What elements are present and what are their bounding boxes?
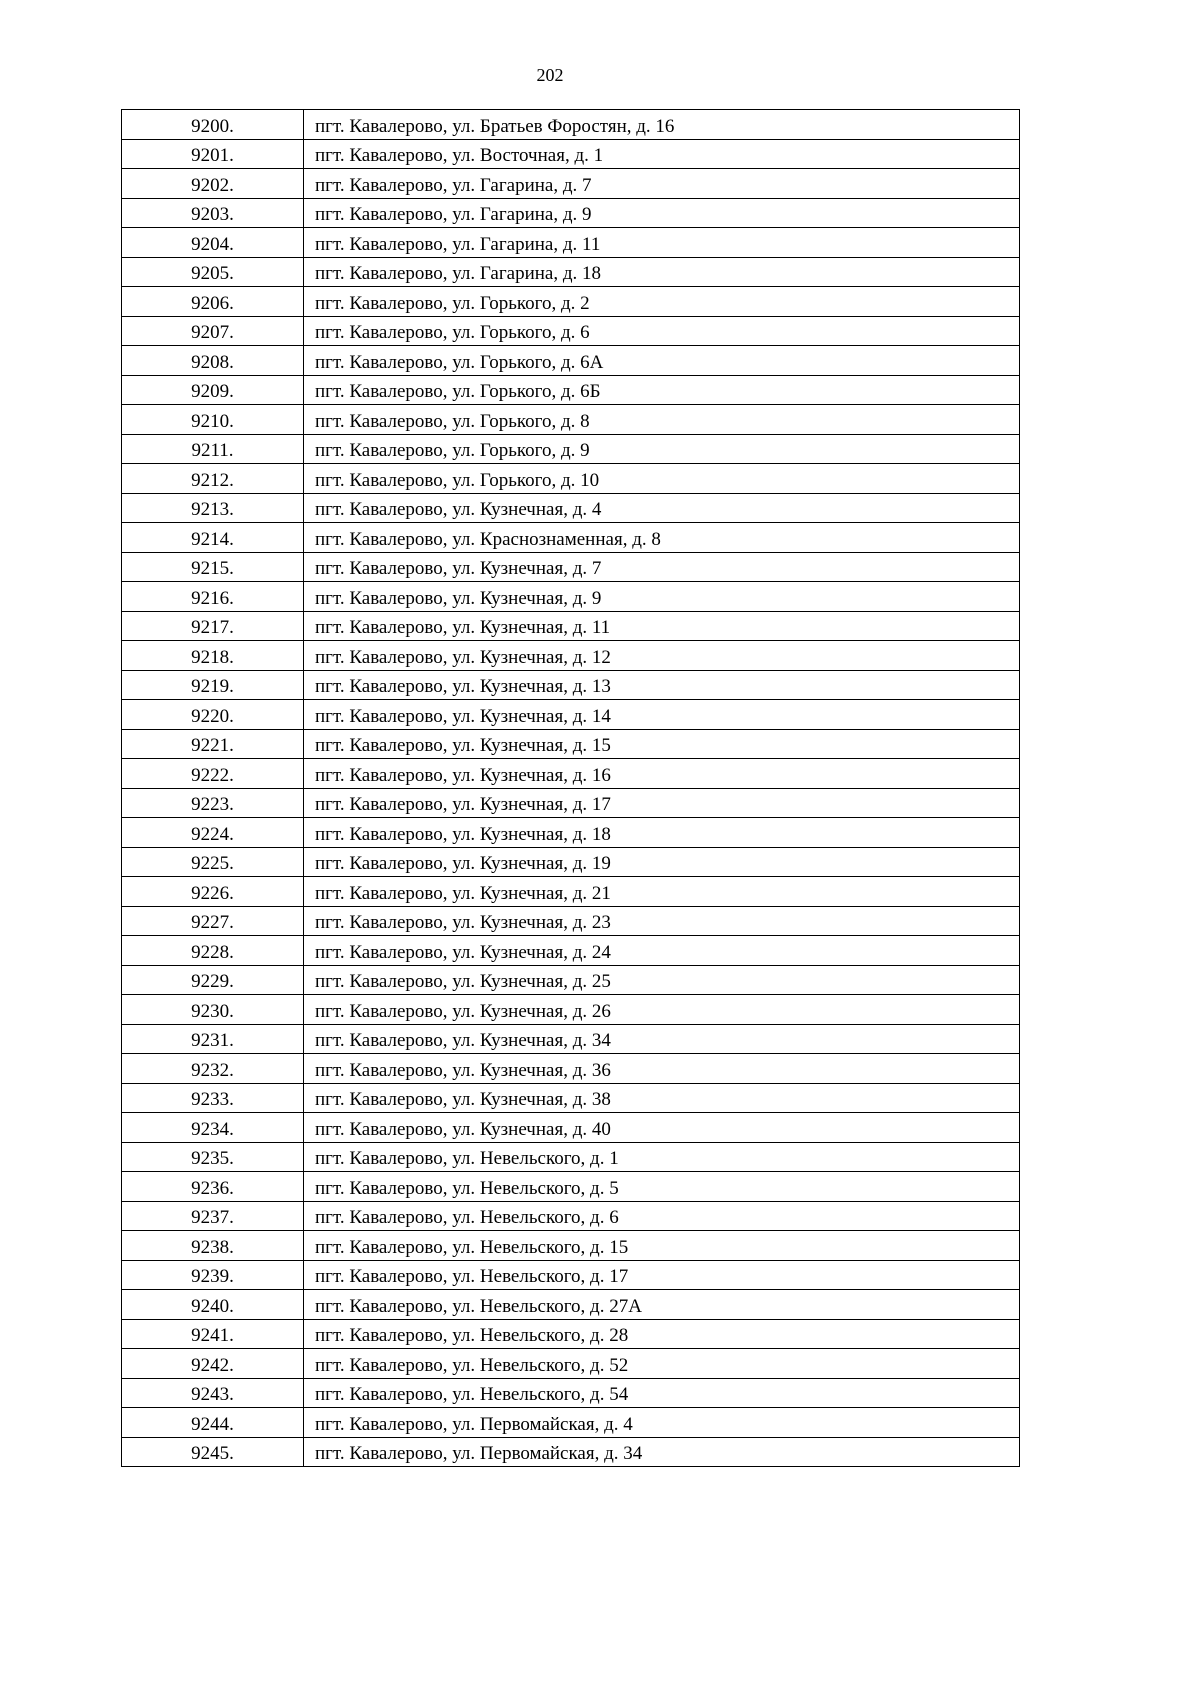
table-row: [122, 1231, 1020, 1261]
table-row: [122, 700, 1020, 730]
address-cell: пгт. Кавалерово, ул. Гагарина, д. 11: [304, 228, 1020, 258]
address-cell: пгт. Кавалерово, ул. Кузнечная, д. 19: [304, 847, 1020, 877]
row-number-cell: 9218.: [122, 641, 304, 671]
address-cell: пгт. Кавалерово, ул. Горького, д. 2: [304, 287, 1020, 317]
table-row: [122, 641, 1020, 671]
address-cell: пгт. Кавалерово, ул. Кузнечная, д. 21: [304, 877, 1020, 907]
row-number-cell: 9201.: [122, 139, 304, 169]
address-cell: пгт. Кавалерово, ул. Кузнечная, д. 14: [304, 700, 1020, 730]
address-cell: пгт. Кавалерово, ул. Кузнечная, д. 23: [304, 906, 1020, 936]
address-cell: пгт. Кавалерово, ул. Братьев Форостян, д. 16: [304, 110, 1020, 140]
row-number-cell: 9221.: [122, 729, 304, 759]
row-number-cell: 9217.: [122, 611, 304, 641]
row-number-cell: 9234.: [122, 1113, 304, 1143]
table-row: [122, 110, 1020, 140]
table-row: [122, 169, 1020, 199]
table-row: [122, 1142, 1020, 1172]
address-cell: пгт. Кавалерово, ул. Невельского, д. 52: [304, 1349, 1020, 1379]
address-cell: пгт. Кавалерово, ул. Кузнечная, д. 12: [304, 641, 1020, 671]
table-row: [122, 405, 1020, 435]
row-number-cell: 9230.: [122, 995, 304, 1025]
table-row: [122, 1113, 1020, 1143]
address-cell: пгт. Кавалерово, ул. Первомайская, д. 34: [304, 1437, 1020, 1467]
row-number-cell: 9219.: [122, 670, 304, 700]
table-row: [122, 523, 1020, 553]
address-cell: пгт. Кавалерово, ул. Первомайская, д. 4: [304, 1408, 1020, 1438]
row-number-cell: 9202.: [122, 169, 304, 199]
address-cell: пгт. Кавалерово, ул. Кузнечная, д. 26: [304, 995, 1020, 1025]
address-cell: пгт. Кавалерово, ул. Кузнечная, д. 40: [304, 1113, 1020, 1143]
address-cell: пгт. Кавалерово, ул. Кузнечная, д. 9: [304, 582, 1020, 612]
address-cell: пгт. Кавалерово, ул. Кузнечная, д. 34: [304, 1024, 1020, 1054]
table-row: [122, 1260, 1020, 1290]
row-number-cell: 9209.: [122, 375, 304, 405]
row-number-cell: 9233.: [122, 1083, 304, 1113]
table-row: [122, 493, 1020, 523]
table-row: [122, 552, 1020, 582]
row-number-cell: 9224.: [122, 818, 304, 848]
row-number-cell: 9238.: [122, 1231, 304, 1261]
row-number-cell: 9235.: [122, 1142, 304, 1172]
address-cell: пгт. Кавалерово, ул. Невельского, д. 1: [304, 1142, 1020, 1172]
row-number-cell: 9236.: [122, 1172, 304, 1202]
row-number-cell: 9226.: [122, 877, 304, 907]
row-number-cell: 9242.: [122, 1349, 304, 1379]
table-row: [122, 1290, 1020, 1320]
table-row: [122, 198, 1020, 228]
row-number-cell: 9213.: [122, 493, 304, 523]
row-number-cell: 9239.: [122, 1260, 304, 1290]
table-row: [122, 759, 1020, 789]
row-number-cell: 9225.: [122, 847, 304, 877]
address-cell: пгт. Кавалерово, ул. Горького, д. 6: [304, 316, 1020, 346]
table-row: [122, 582, 1020, 612]
row-number-cell: 9216.: [122, 582, 304, 612]
table-row: [122, 788, 1020, 818]
row-number-cell: 9212.: [122, 464, 304, 494]
row-number-cell: 9207.: [122, 316, 304, 346]
address-cell: пгт. Кавалерово, ул. Гагарина, д. 7: [304, 169, 1020, 199]
table-row: [122, 1083, 1020, 1113]
page-number: 202: [536, 65, 564, 85]
table-row: [122, 611, 1020, 641]
address-cell: пгт. Кавалерово, ул. Восточная, д. 1: [304, 139, 1020, 169]
row-number-cell: 9211.: [122, 434, 304, 464]
row-number-cell: 9206.: [122, 287, 304, 317]
table-row: [122, 1172, 1020, 1202]
address-cell: пгт. Кавалерово, ул. Кузнечная, д. 18: [304, 818, 1020, 848]
table-row: [122, 228, 1020, 258]
address-table: [121, 109, 1020, 1467]
table-row: [122, 1408, 1020, 1438]
address-cell: пгт. Кавалерово, ул. Гагарина, д. 18: [304, 257, 1020, 287]
row-number-cell: 9228.: [122, 936, 304, 966]
address-cell: пгт. Кавалерово, ул. Кузнечная, д. 17: [304, 788, 1020, 818]
row-number-cell: 9229.: [122, 965, 304, 995]
table-row: [122, 729, 1020, 759]
table-row: [122, 464, 1020, 494]
table-row: [122, 1201, 1020, 1231]
row-number-cell: 9237.: [122, 1201, 304, 1231]
row-number-cell: 9232.: [122, 1054, 304, 1084]
address-cell: пгт. Кавалерово, ул. Гагарина, д. 9: [304, 198, 1020, 228]
address-cell: пгт. Кавалерово, ул. Горького, д. 8: [304, 405, 1020, 435]
row-number-cell: 9210.: [122, 405, 304, 435]
address-cell: пгт. Кавалерово, ул. Невельского, д. 27А: [304, 1290, 1020, 1320]
table-row: [122, 670, 1020, 700]
address-cell: пгт. Кавалерово, ул. Кузнечная, д. 38: [304, 1083, 1020, 1113]
address-cell: пгт. Кавалерово, ул. Невельского, д. 17: [304, 1260, 1020, 1290]
address-cell: пгт. Кавалерово, ул. Кузнечная, д. 7: [304, 552, 1020, 582]
row-number-cell: 9208.: [122, 346, 304, 376]
address-cell: пгт. Кавалерово, ул. Кузнечная, д. 36: [304, 1054, 1020, 1084]
row-number-cell: 9222.: [122, 759, 304, 789]
table-row: [122, 818, 1020, 848]
address-cell: пгт. Кавалерово, ул. Кузнечная, д. 25: [304, 965, 1020, 995]
row-number-cell: 9205.: [122, 257, 304, 287]
address-cell: пгт. Кавалерово, ул. Невельского, д. 28: [304, 1319, 1020, 1349]
table-row: [122, 995, 1020, 1025]
address-cell: пгт. Кавалерово, ул. Кузнечная, д. 11: [304, 611, 1020, 641]
table-row: [122, 434, 1020, 464]
table-row: [122, 346, 1020, 376]
table-row: [122, 847, 1020, 877]
table-row: [122, 1349, 1020, 1379]
table-row: [122, 287, 1020, 317]
address-cell: пгт. Кавалерово, ул. Невельского, д. 5: [304, 1172, 1020, 1202]
table-row: [122, 316, 1020, 346]
address-cell: пгт. Кавалерово, ул. Кузнечная, д. 13: [304, 670, 1020, 700]
address-cell: пгт. Кавалерово, ул. Краснознаменная, д. 8: [304, 523, 1020, 553]
address-cell: пгт. Кавалерово, ул. Кузнечная, д. 4: [304, 493, 1020, 523]
address-cell: пгт. Кавалерово, ул. Невельского, д. 6: [304, 1201, 1020, 1231]
table-row: [122, 257, 1020, 287]
table-row: [122, 375, 1020, 405]
address-table-body: [122, 110, 1020, 1467]
address-cell: пгт. Кавалерово, ул. Горького, д. 9: [304, 434, 1020, 464]
table-row: [122, 1024, 1020, 1054]
row-number-cell: 9241.: [122, 1319, 304, 1349]
table-row: [122, 1319, 1020, 1349]
address-cell: пгт. Кавалерово, ул. Кузнечная, д. 15: [304, 729, 1020, 759]
address-cell: пгт. Кавалерово, ул. Горького, д. 10: [304, 464, 1020, 494]
address-cell: пгт. Кавалерово, ул. Кузнечная, д. 24: [304, 936, 1020, 966]
row-number-cell: 9220.: [122, 700, 304, 730]
address-cell: пгт. Кавалерово, ул. Невельского, д. 54: [304, 1378, 1020, 1408]
table-row: [122, 1054, 1020, 1084]
row-number-cell: 9240.: [122, 1290, 304, 1320]
table-row: [122, 936, 1020, 966]
table-row: [122, 877, 1020, 907]
row-number-cell: 9200.: [122, 110, 304, 140]
row-number-cell: 9204.: [122, 228, 304, 258]
row-number-cell: 9245.: [122, 1437, 304, 1467]
table-row: [122, 965, 1020, 995]
row-number-cell: 9227.: [122, 906, 304, 936]
row-number-cell: 9203.: [122, 198, 304, 228]
table-row: [122, 906, 1020, 936]
address-cell: пгт. Кавалерово, ул. Горького, д. 6Б: [304, 375, 1020, 405]
row-number-cell: 9244.: [122, 1408, 304, 1438]
row-number-cell: 9214.: [122, 523, 304, 553]
table-row: [122, 1437, 1020, 1467]
row-number-cell: 9243.: [122, 1378, 304, 1408]
row-number-cell: 9231.: [122, 1024, 304, 1054]
table-row: [122, 1378, 1020, 1408]
row-number-cell: 9215.: [122, 552, 304, 582]
address-cell: пгт. Кавалерово, ул. Горького, д. 6А: [304, 346, 1020, 376]
table-row: [122, 139, 1020, 169]
address-cell: пгт. Кавалерово, ул. Невельского, д. 15: [304, 1231, 1020, 1261]
row-number-cell: 9223.: [122, 788, 304, 818]
address-cell: пгт. Кавалерово, ул. Кузнечная, д. 16: [304, 759, 1020, 789]
